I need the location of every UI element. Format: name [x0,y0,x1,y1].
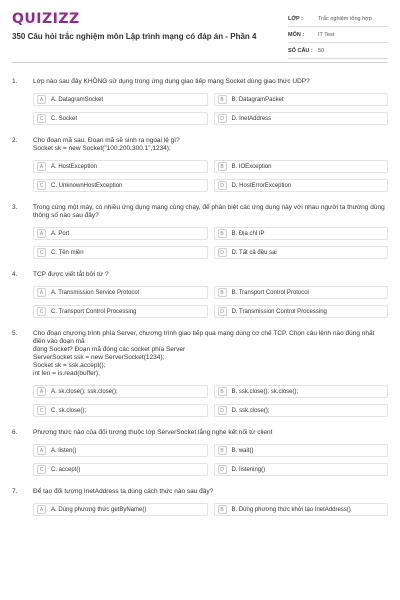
option-text: C. UnknownHostException [51,182,123,189]
question-header [12,271,388,279]
option-text: B. Dùng phương thức khởi tạo InetAddress() [231,506,351,513]
option-text: D. listening() [231,466,266,473]
header-divider [12,62,388,63]
answer-row [33,112,388,125]
meta-key: LỚP : [288,15,303,22]
answer-option[interactable] [33,444,208,457]
answer-row [33,305,388,318]
answer-option[interactable] [214,246,389,259]
question-item [12,488,388,516]
answer-option[interactable] [214,503,389,516]
answer-row [33,404,388,417]
option-text: D. HostErrorException [231,182,292,189]
option-text: D. ssk.close(); [231,407,270,414]
answer-option[interactable] [214,286,389,299]
answer-option[interactable] [33,385,208,398]
answer-option[interactable] [214,385,389,398]
answer-options [33,93,388,125]
question-header [12,330,388,378]
option-letter-box: C [37,465,46,474]
meta-value: IT Test [318,31,335,38]
answer-option[interactable] [33,503,208,516]
question-text: Phương thức nào của đối tượng thuộc lớp ServerSocket lắng nghe kết nối từ client [33,429,273,436]
option-text: B. IOException [231,163,272,170]
answer-options [33,444,388,476]
answer-option[interactable] [214,160,389,173]
option-text: B. wait() [231,447,254,454]
question-item [12,330,388,417]
answer-option[interactable] [33,112,208,125]
question-number: 4. [12,271,18,278]
option-text: D. Transmission Control Processing [231,308,327,315]
answer-option[interactable] [214,404,389,417]
answer-option[interactable] [33,160,208,173]
answer-option[interactable] [33,246,208,259]
option-letter-box: A [37,387,46,396]
question-number: 5. [12,330,18,337]
worksheet-meta [288,11,388,59]
answer-options [33,227,388,259]
answer-option[interactable] [214,112,389,125]
question-text: Cho đoạn mã sau. Đoạn mã sẽ sinh ra ngoại lệ gì? Socket sk = new Socket("100.200.300.1",1234); [33,137,180,152]
quizizz-logo: QUIZIZZ [12,11,80,27]
option-letter-box: A [37,229,46,238]
option-letter-box: D [218,114,227,123]
option-letter-box: C [37,248,46,257]
answer-option[interactable] [33,179,208,192]
answer-option[interactable] [33,463,208,476]
option-text: A. sk.close(); ssk.close(); [51,388,118,395]
option-text: A. listen() [51,447,77,454]
option-letter-box: C [37,406,46,415]
answer-row [33,246,388,259]
option-text: B. ssk.close(); sk.close(); [231,388,299,395]
meta-row-class [288,11,388,27]
option-letter-box: B [218,446,227,455]
option-letter-box: B [218,95,227,104]
question-item [12,204,388,259]
worksheet-header [0,0,400,62]
question-header [12,137,388,153]
answer-row [33,227,388,240]
option-text: A. DatagramSocket [51,96,104,103]
question-number: 1. [12,78,18,85]
meta-row-subject [288,27,388,43]
option-letter-box: D [218,406,227,415]
answer-row [33,179,388,192]
option-text: B. Transport Control Protocol [231,289,309,296]
question-header [12,429,388,437]
answer-option[interactable] [33,404,208,417]
option-letter-box: D [218,181,227,190]
option-letter-box: C [37,181,46,190]
option-text: A. HostException [51,163,98,170]
meta-row-count [288,43,388,59]
option-letter-box: C [37,307,46,316]
option-text: B. DatagramPacket [231,96,284,103]
option-text: C. sk.close(); [51,407,87,414]
meta-value: 50 [318,47,325,54]
option-text: C. Transport Control Processing [51,308,137,315]
option-letter-box: D [218,307,227,316]
question-list [12,78,388,528]
question-item [12,137,388,192]
option-text: D. InetAddress [231,115,272,122]
question-item [12,429,388,476]
option-text: A. Dùng phương thức getByName() [51,506,147,513]
meta-key: SỐ CÂU : [288,47,313,54]
option-text: D. Tất cả đều sai [231,249,277,256]
question-item [12,271,388,318]
question-text: TCP được viết tắt bởi từ ? [33,271,109,278]
question-header [12,488,388,496]
option-text: C. accept() [51,466,81,473]
answer-row [33,385,388,398]
option-letter-box: A [37,288,46,297]
option-letter-box: A [37,446,46,455]
answer-option[interactable] [33,93,208,106]
question-header [12,78,388,86]
question-number: 2. [12,137,18,144]
question-text: Lớp nào sau đây KHÔNG sử dụng trong ứng dụng giao tiếp mạng Socket dùng giao thức UDP? [33,78,310,85]
answer-row [33,93,388,106]
answer-row [33,463,388,476]
answer-options [33,385,388,417]
answer-option[interactable] [214,179,389,192]
question-text: Trong cùng một máy, có nhiều ứng dụng mạng cùng chạy, để phân biệt các ứng dụng này với nhau người ta thường dùng thông số nào sau đây? [33,204,385,219]
option-letter-box: D [218,248,227,257]
option-letter-box: B [218,229,227,238]
answer-option[interactable] [33,305,208,318]
answer-option[interactable] [214,444,389,457]
question-number: 3. [12,204,18,211]
answer-options [33,286,388,318]
answer-option[interactable] [214,463,389,476]
question-header [12,204,388,220]
option-text: B. Địa chỉ IP [231,230,265,237]
option-letter-box: C [37,114,46,123]
question-number: 7. [12,488,18,495]
question-text: Để tạo đối tượng InetAddress ta dùng cách thức nào sau đây? [33,488,214,495]
option-letter-box: B [218,162,227,171]
answer-option[interactable] [214,93,389,106]
option-letter-box: A [37,162,46,171]
option-text: C. Tên miền [51,249,84,256]
option-text: A. Transmission Service Protocol [51,289,140,296]
answer-option[interactable] [33,227,208,240]
answer-option[interactable] [33,286,208,299]
meta-key: MÔN : [288,31,305,38]
option-letter-box: B [218,387,227,396]
answer-options [33,160,388,192]
answer-row [33,160,388,173]
option-letter-box: A [37,95,46,104]
answer-options [33,503,388,516]
answer-row [33,444,388,457]
question-number: 6. [12,429,18,436]
worksheet-title: 350 Câu hỏi trắc nghiệm môn Lập trình mạng có đáp án - Phần 4 [12,32,257,41]
answer-row [33,503,388,516]
option-text: C. Socket [51,115,78,122]
answer-option[interactable] [214,305,389,318]
answer-option[interactable] [214,227,389,240]
question-text: Cho đoạn chương trình phía Server, chương trình giao tiếp qua mạng dùng cơ chế TCP. Chọn câu lệnh nào đúng nhất điền vào đoạn mã đóng Socket? Đoạn mã đóng các socket phía Server ServerSocket ssk = new ServerSocket(1234); Socket sk = ssk.accept(); int len = is.read(buffer); [33,330,375,377]
question-item [12,78,388,125]
meta-value: Trắc nghiệm tổng hợp [318,15,372,22]
option-letter-box: D [218,465,227,474]
option-letter-box: B [218,505,227,514]
answer-row [33,286,388,299]
option-letter-box: A [37,505,46,514]
option-text: A. Port [51,230,70,237]
option-letter-box: B [218,288,227,297]
